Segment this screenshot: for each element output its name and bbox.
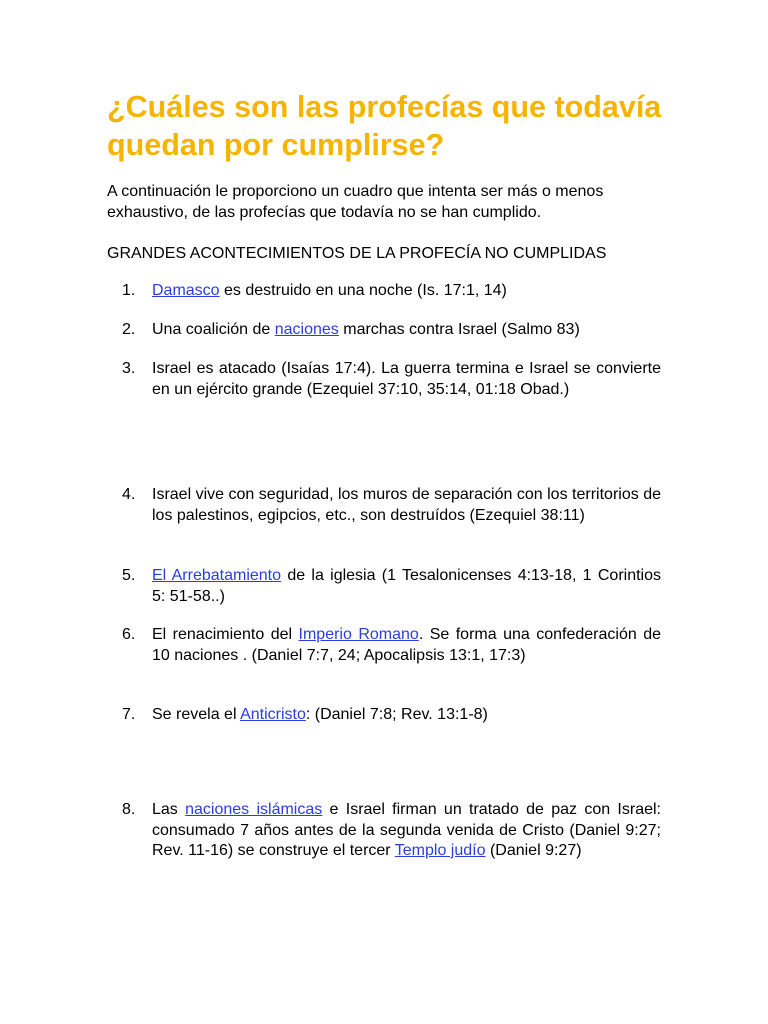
list-item-number: 5. bbox=[122, 567, 136, 584]
list-item-number: 8. bbox=[122, 801, 136, 818]
list-item-3 bbox=[122, 359, 661, 400]
link-templo-judio[interactable]: Templo judío bbox=[394, 842, 486, 859]
list-item-text: Una coalición de naciones marchas contra Israel (Salmo 83) bbox=[152, 321, 580, 338]
section-heading: GRANDES ACONTECIMIENTOS DE LA PROFECÍA NO CUMPLIDAS bbox=[107, 245, 607, 262]
list-item-4 bbox=[122, 485, 661, 526]
list-item-1 bbox=[122, 281, 661, 302]
link-damasco[interactable]: Damasco bbox=[152, 282, 220, 299]
list-item-number: 6. bbox=[122, 626, 136, 643]
list-item-number: 2. bbox=[122, 321, 136, 338]
list-item-text: Las naciones islámicas e Israel firman un tratado de paz con Israel: consumado 7 años antes de la segunda venida de Cristo (Daniel 9:27; Rev. 11-16) se construye el tercer Templo judío (Daniel 9:27) bbox=[152, 801, 662, 859]
page-title: ¿Cuáles son las profecías que todavía quedan por cumplirse? bbox=[107, 90, 662, 162]
list-item-2 bbox=[122, 320, 661, 341]
intro-paragraph: A continuación le proporciono un cuadro que intenta ser más o menos exhaustivo, de las profecías que todavía no se han cumplido. bbox=[107, 183, 604, 221]
list-item-text: Israel vive con seguridad, los muros de separación con los territorios de los palestinos, egipcios, etc., son destruídos (Ezequiel 38:11) bbox=[152, 486, 661, 524]
list-item-text: Israel es atacado (Isaías 17:4). La guerra termina e Israel se convierte en un ejército grande (Ezequiel 37:10, 35:14, 01:18 Obad.) bbox=[152, 360, 661, 398]
link-naciones-islamicas[interactable]: naciones islámicas bbox=[185, 801, 323, 818]
list-item-number: 1. bbox=[122, 282, 136, 299]
list-item-5 bbox=[122, 566, 661, 607]
list-item-text: El renacimiento del Imperio Romano. Se forma una confederación de 10 naciones . (Daniel 7:7, 24; Apocalipsis 13:1, 17:3) bbox=[152, 626, 661, 664]
link-el-arrebatamiento[interactable]: El Arrebatamiento bbox=[152, 567, 282, 584]
list-item-number: 4. bbox=[122, 486, 136, 503]
list-item-8 bbox=[122, 800, 661, 862]
list-item-number: 7. bbox=[122, 706, 136, 723]
list-item-text: Se revela el Anticristo: (Daniel 7:8; Rev. 13:1-8) bbox=[152, 706, 488, 723]
list-item-text: Damasco es destruido en una noche (Is. 17:1, 14) bbox=[152, 282, 507, 299]
link-imperio-romano[interactable]: Imperio Romano bbox=[298, 626, 419, 643]
list-item-text: El Arrebatamiento de la iglesia (1 Tesalonicenses 4:13-18, 1 Corintios 5: 51-58..) bbox=[152, 567, 662, 605]
list-item-number: 3. bbox=[122, 360, 136, 377]
link-naciones[interactable]: naciones bbox=[274, 321, 339, 338]
list-item-6 bbox=[122, 625, 661, 666]
list-item-7 bbox=[122, 705, 661, 726]
link-anticristo[interactable]: Anticristo bbox=[240, 706, 306, 723]
